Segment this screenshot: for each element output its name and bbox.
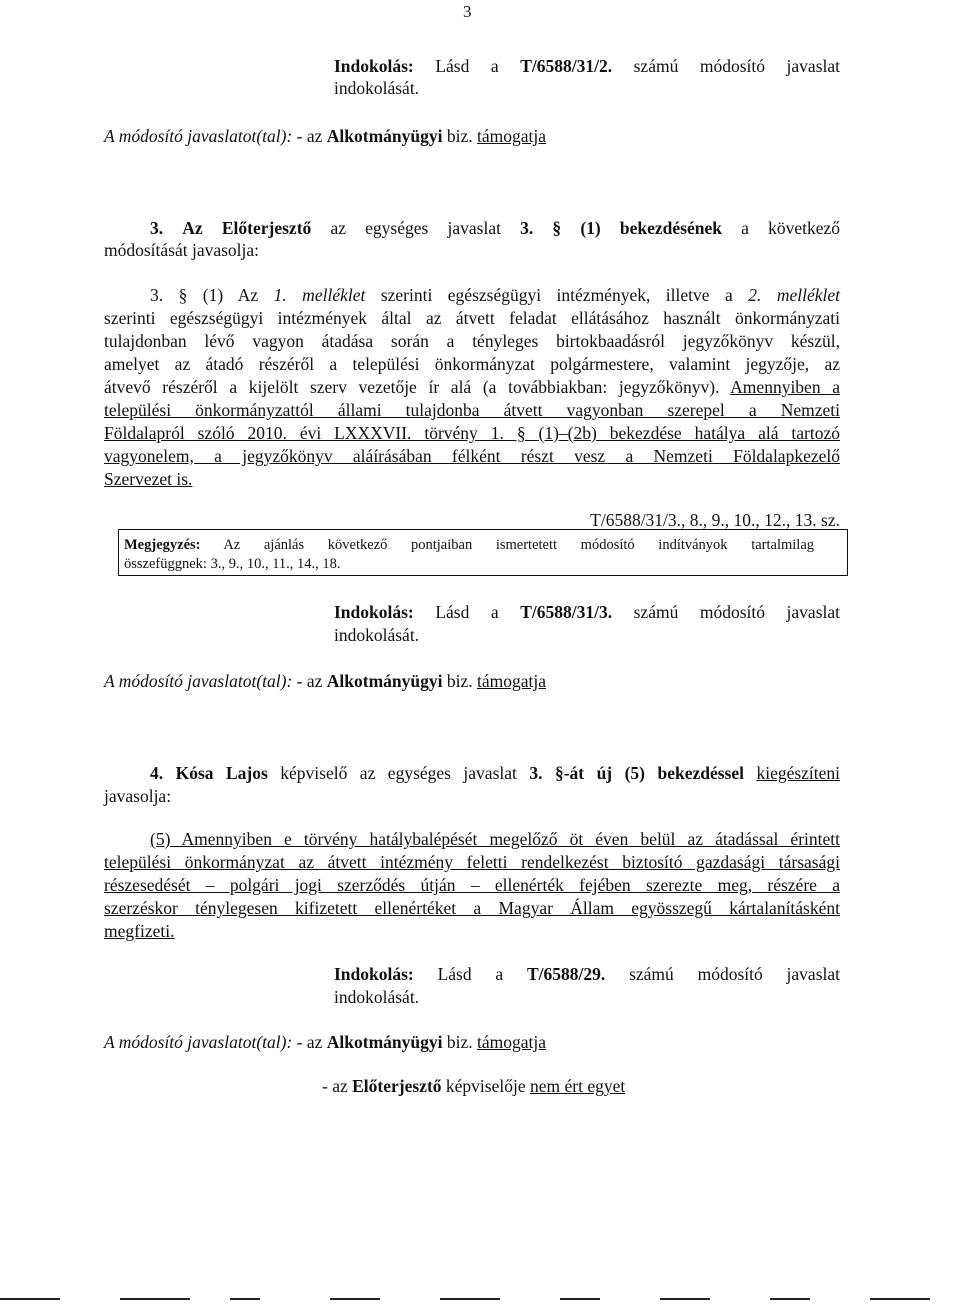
amendment-reference: T/6588/29.	[526, 964, 606, 984]
support-label: A módosító javaslatot(tal):	[104, 126, 293, 146]
committee-name: Alkotmányügyi	[326, 671, 443, 691]
committee-abbrev: biz.	[446, 126, 473, 146]
item-3-header-line-2: módosítását javasolja:	[104, 240, 260, 260]
support-dash: - az	[296, 1032, 323, 1052]
representative-text: képviselője	[445, 1076, 526, 1096]
scan-artifact	[0, 1298, 960, 1302]
amendment-text-line: tulajdonban lévő vagyon átadása során a tényleges birtokbaadásról jegyzőkönyv készül,	[104, 331, 840, 351]
support-dash: - az	[296, 126, 323, 146]
inserted-text-line: szerzéskor ténylegesen kifizetett ellenértéket a Magyar Állam egyösszegű kártalanításként	[104, 898, 840, 918]
item-number: 3.	[150, 218, 164, 238]
item-text: az egységes javaslat	[330, 218, 501, 238]
proposer: Kósa Lajos	[175, 763, 268, 783]
committee-name: Alkotmányügyi	[326, 126, 443, 146]
page-number: 3	[463, 2, 472, 21]
committee-abbrev: biz.	[446, 1032, 473, 1052]
support-vote: nem ért egyet	[529, 1076, 626, 1096]
item-number: 4.	[150, 763, 164, 783]
item-text: képviselő az egységes javaslat	[280, 763, 517, 783]
annex-reference: 1. melléklet	[273, 285, 366, 305]
item-4-header-line-2: javasolja:	[104, 786, 172, 806]
note-line-2: összefüggnek: 3., 9., 10., 11., 14., 18.	[124, 556, 341, 572]
inserted-text: Amennyiben a	[730, 377, 840, 397]
support-label: A módosító javaslatot(tal):	[104, 1032, 293, 1052]
annex-reference: 2. melléklet	[748, 285, 840, 305]
justification-text: Lásd a	[437, 964, 504, 984]
support-dash: - az	[322, 1076, 348, 1096]
amendment-text-line: szerinti egészségügyi intézmények által az átvett feladat ellátásához használt önkormányzati	[104, 308, 840, 328]
justification-line-2: indokolását.	[334, 625, 420, 645]
support-vote: támogatja	[477, 671, 547, 691]
justification-line-2: indokolását.	[334, 78, 420, 98]
inserted-text-line: megfizeti.	[104, 921, 175, 941]
section-reference: 3. § (1) bekezdésének	[520, 218, 722, 238]
justification-label: Indokolás:	[334, 56, 414, 76]
justification-text: számú módosító javaslat	[633, 56, 841, 76]
text-fragment: átvevő részéről a kijelölt szerv vezetője ír alá (a továbbiakban: jegyzőkönyv).	[104, 377, 720, 397]
amendment-text-line	[150, 284, 840, 306]
inserted-text-line: vagyonelem, a jegyzőkönyv aláírásában félként részt vesz a Nemzeti Földalapkezelő	[104, 446, 840, 466]
amendment-text-line: amelyet az átadó részéről a települési önkormányzat polgármestere, valamint jegyzője, az	[104, 354, 840, 374]
text-fragment: 3. § (1) Az	[150, 285, 259, 305]
item-3-header	[150, 217, 840, 239]
inserted-text-line: Földalapról szóló 2010. évi LXXXVII. törvény 1. § (1)–(2b) bekezdése hatálya alá tartozó	[104, 423, 840, 443]
committee-abbrev: biz.	[446, 671, 473, 691]
support-vote: támogatja	[477, 126, 547, 146]
section-reference: 3. §-át új (5) bekezdéssel	[529, 763, 744, 783]
proposer-position-line	[322, 1075, 625, 1097]
committee-support-line	[104, 670, 546, 692]
justification-text: Lásd a	[435, 602, 499, 622]
item-text: kiegészíteni	[756, 763, 841, 783]
justification-text: számú módosító javaslat	[629, 964, 840, 984]
amendment-reference: T/6588/31/3.	[520, 602, 613, 622]
support-dash: - az	[296, 671, 323, 691]
justification-label: Indokolás:	[334, 602, 414, 622]
committee-name: Alkotmányügyi	[326, 1032, 443, 1052]
amendment-text-line	[104, 376, 840, 398]
inserted-text-line: (5) Amennyiben e törvény hatálybalépését megelőző öt éven belül az átadással érintett	[150, 829, 840, 849]
inserted-text-line: települési önkormányzattól állami tulajdonba átvett vagyonban szerepel a Nemzeti	[104, 400, 840, 420]
note-label: Megjegyzés:	[124, 537, 201, 553]
inserted-text-line: Szervezet is.	[104, 469, 193, 489]
inserted-text-line: részesedését – polgári jogi szerződés útján – ellenérték fejében szerezte meg, részére a	[104, 875, 840, 895]
item-text: a következő	[741, 218, 841, 238]
note-text: Az ajánlás következő pontjaiban ismertetett módosító indítványok tartalmilag	[223, 537, 815, 553]
text-fragment: szerinti egészségügyi intézmények, illetve a	[380, 285, 733, 305]
proposer: Előterjesztő	[352, 1076, 442, 1096]
committee-support-line	[104, 125, 546, 147]
justification-line	[334, 963, 840, 985]
justification-line	[334, 55, 840, 77]
committee-support-line	[104, 1031, 546, 1053]
justification-text: Lásd a	[435, 56, 499, 76]
justification-line	[334, 601, 840, 623]
inserted-text-line: települési önkormányzat az átvett intézmény feletti rendelkezést biztosító gazdasági társasági	[104, 852, 840, 872]
justification-line-2: indokolását.	[334, 987, 420, 1007]
justification-label: Indokolás:	[334, 964, 414, 984]
support-vote: támogatja	[477, 1032, 547, 1052]
related-references: T/6588/31/3., 8., 9., 10., 12., 13. sz.	[590, 510, 840, 530]
proposer: Az Előterjesztő	[182, 218, 312, 238]
amendment-reference: T/6588/31/2.	[520, 56, 613, 76]
note-line-1	[124, 536, 814, 554]
support-label: A módosító javaslatot(tal):	[104, 671, 293, 691]
justification-text: számú módosító javaslat	[633, 602, 841, 622]
item-4-header	[150, 762, 840, 784]
